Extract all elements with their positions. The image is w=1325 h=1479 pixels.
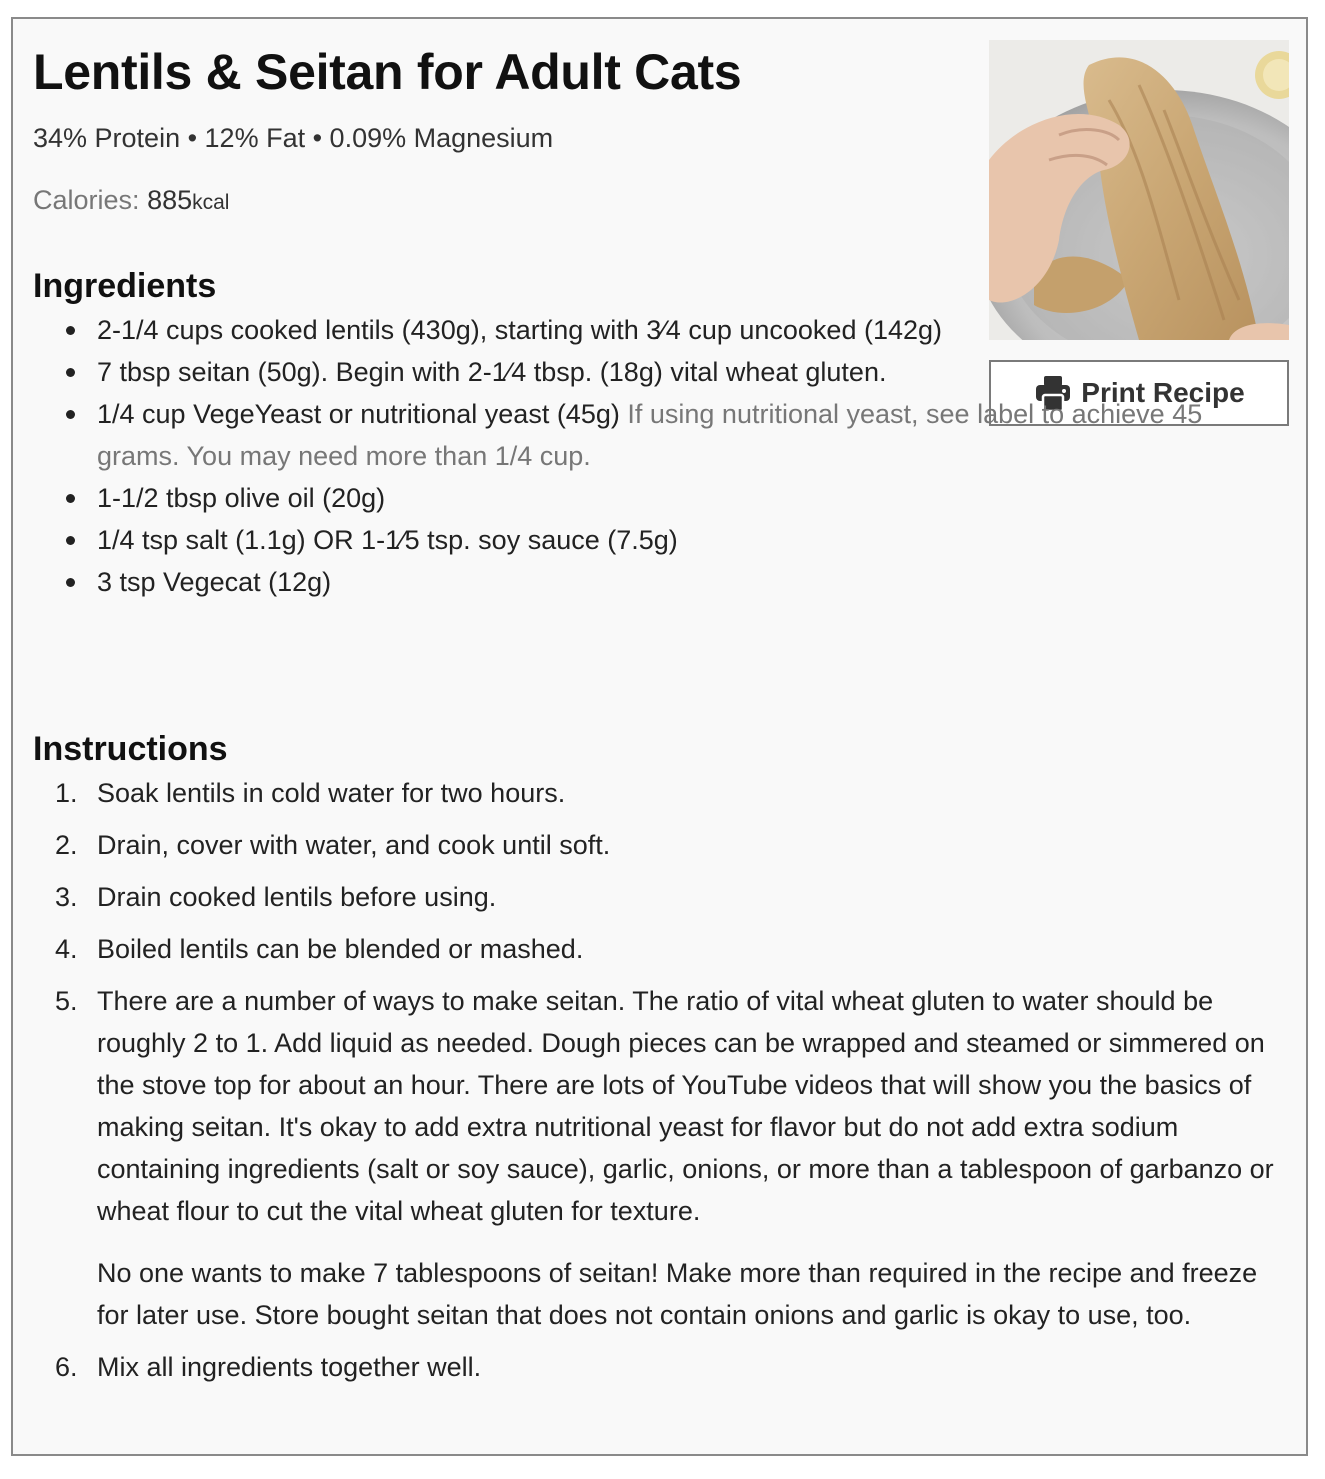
- step-number: 6.: [55, 1352, 78, 1382]
- step-text: Drain, cover with water, and cook until soft.: [97, 830, 611, 860]
- step-text: Mix all ingredients together well.: [97, 1352, 482, 1382]
- step-extra-text: No one wants to make 7 tablespoons of seitan! Make more than required in the recipe and freeze for later use. Store bought seitan that does not contain onions and garlic is okay to use, too.: [97, 1258, 1258, 1330]
- instructions-heading: Instructions: [33, 730, 228, 768]
- ingredient-note: If using nutritional yeast, see label to achieve 45 grams. You may need more than 1/4 cup.: [97, 399, 1203, 471]
- macros-summary: 34% Protein • 12% Fat • 0.09% Magnesium: [33, 123, 554, 153]
- ingredient-item: 3 tsp Vegecat (12g): [33, 561, 1277, 603]
- ingredient-item: 2-1/4 cups cooked lentils (430g), starting with 3⁄4 cup uncooked (142g): [33, 309, 957, 351]
- recipe-photo: [989, 40, 1289, 340]
- instructions-list: [33, 772, 1293, 1398]
- instruction-step: [33, 1346, 1293, 1388]
- step-text: Soak lentils in cold water for two hours.: [97, 778, 566, 808]
- step-number: 3.: [55, 882, 78, 912]
- step-number: 1.: [55, 778, 78, 808]
- ingredient-item: 1/4 tsp salt (1.1g) OR 1-1⁄5 tsp. soy sauce (7.5g): [33, 519, 1277, 561]
- instruction-step: [33, 980, 1293, 1336]
- ingredient-item: 7 tbsp seitan (50g). Begin with 2-1⁄4 tbsp. (18g) vital wheat gluten.: [33, 351, 957, 393]
- instruction-step: [33, 876, 1293, 918]
- recipe-card: [11, 17, 1308, 1456]
- ingredients-heading: Ingredients: [33, 267, 217, 305]
- ingredients-list: [33, 309, 1277, 603]
- step-number: 2.: [55, 830, 78, 860]
- ingredient-item: 1/4 cup VegeYeast or nutritional yeast (45g) If using nutritional yeast, see label to achieve 45 grams. You may need more than 1/4 cup.: [33, 393, 1277, 477]
- calories-unit: kcal: [192, 191, 230, 214]
- step-text: Boiled lentils can be blended or mashed.: [97, 934, 584, 964]
- calories-value: 885: [147, 185, 193, 215]
- calories-label: Calories:: [33, 185, 140, 215]
- step-text: There are a number of ways to make seitan. The ratio of vital wheat gluten to water should be roughly 2 to 1. Add liquid as needed. Dough pieces can be wrapped and steamed or simmered on the stove top for about an hour. There are lots of YouTube videos that will show you the basics of making seitan. It's okay to add extra nutritional yeast for flavor but do not add extra sodium containing ingredients (salt or soy sauce), garlic, onions, or more than a tablespoon of garbanzo or wheat flour to cut the vital wheat gluten for texture.: [97, 986, 1274, 1226]
- instruction-step: [33, 824, 1293, 866]
- step-number: 4.: [55, 934, 78, 964]
- step-number: 5.: [55, 986, 78, 1016]
- instruction-step: [33, 772, 1293, 814]
- print-recipe-label: Print Recipe: [1081, 377, 1245, 408]
- ingredient-item: 1-1/2 tbsp olive oil (20g): [33, 477, 1277, 519]
- instruction-step: [33, 928, 1293, 970]
- recipe-title: Lentils & Seitan for Adult Cats: [33, 44, 742, 100]
- step-text: Drain cooked lentils before using.: [97, 882, 497, 912]
- calories: [33, 185, 229, 216]
